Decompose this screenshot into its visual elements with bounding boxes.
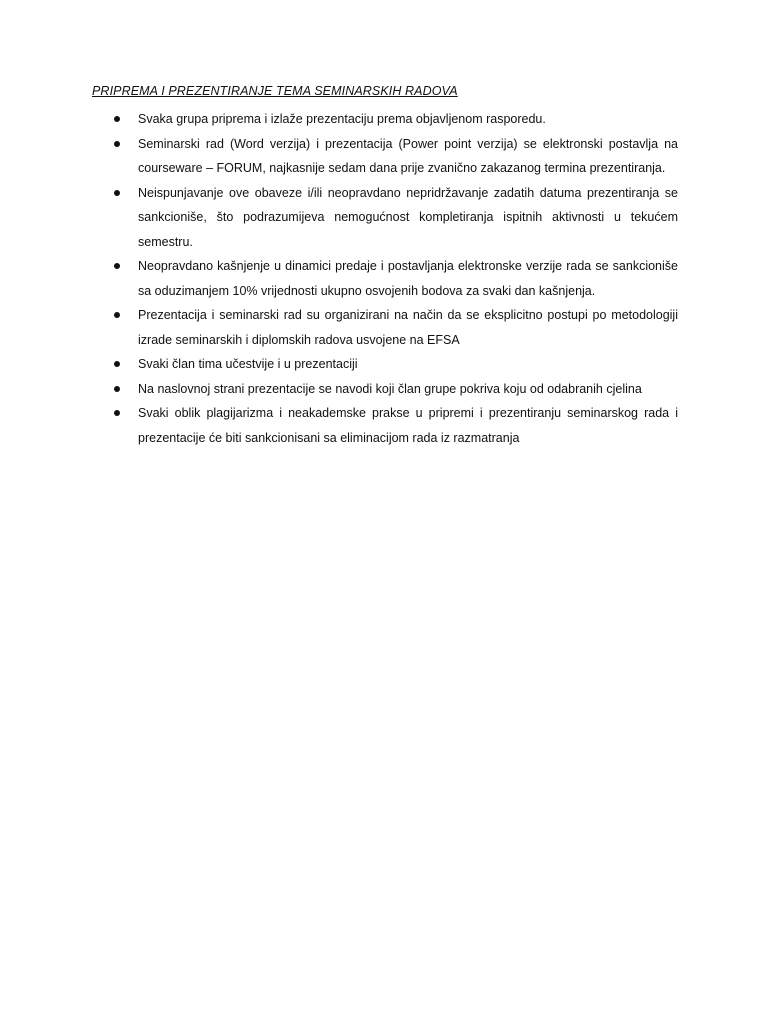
bullet-icon [114, 410, 120, 416]
list-item-text: Neispunjavanje ove obaveze i/ili neopravdano nepridržavanje zadatih datuma prezentiranja se sankcioniše, što podrazumijeva nemogućnost kompletiranja ispitnih aktivnosti u tekućem semestru. [138, 185, 678, 249]
rules-list [92, 107, 678, 450]
list-item [92, 401, 678, 450]
bullet-icon [114, 361, 120, 367]
list-item-text: Svaki oblik plagijarizma i neakademske prakse u pripremi i prezentiranju seminarskog rada i prezentacije će biti sankcionisani sa eliminacijom rada iz razmatranja [138, 406, 678, 445]
bullet-icon [114, 263, 120, 269]
list-item [92, 352, 678, 377]
list-item [92, 181, 678, 255]
list-item [92, 107, 678, 132]
list-item [92, 303, 678, 352]
bullet-icon [114, 116, 120, 122]
list-item-text: Na naslovnoj strani prezentacije se navodi koji član grupe pokriva koju od odabranih cjelina [138, 381, 642, 396]
list-item-text: Svaka grupa priprema i izlaže prezentaciju prema objavljenom rasporedu. [138, 112, 546, 126]
bullet-icon [114, 190, 120, 196]
bullet-icon [114, 312, 120, 318]
list-item [92, 254, 678, 303]
bullet-icon [114, 386, 120, 392]
list-item-text: Neopravdano kašnjenje u dinamici predaje i postavljanja elektronske verzije rada se sankcioniše sa oduzimanjem 10% vrijednosti ukupno osvojenih bodova za svaki dan kašnjenja. [138, 259, 678, 298]
list-item [92, 377, 678, 402]
list-item-text: Svaki član tima učestvije i u prezentaciji [138, 357, 358, 371]
list-item [92, 132, 678, 181]
list-item-text: Prezentacija i seminarski rad su organizirani na način da se eksplicitno postupi po metodologiji izrade seminarskih i diplomskih radova usvojene na EFSA [138, 308, 678, 347]
document-title: PRIPREMA I PREZENTIRANJE TEMA SEMINARSKIH RADOVA [92, 84, 458, 98]
list-item-text: Seminarski rad (Word verzija) i prezentacija (Power point verzija) se elektronski postavlja na courseware – FORUM, najkasnije sedam dana prije zvanično zakazanog termina prezentiranja. [138, 136, 678, 175]
bullet-icon [114, 141, 120, 147]
